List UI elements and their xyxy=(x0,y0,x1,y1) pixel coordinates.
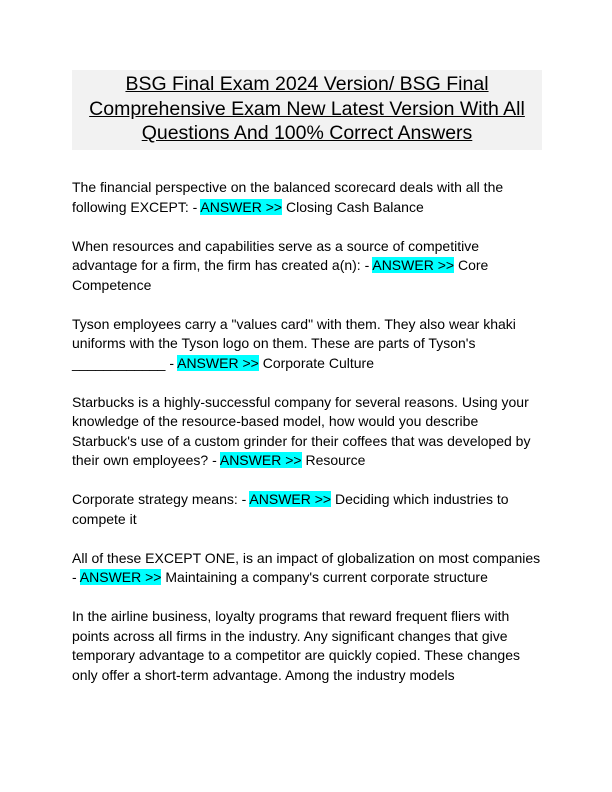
answer-marker: ANSWER >> xyxy=(79,569,162,585)
document-title: BSG Final Exam 2024 Version/ BSG Final Comprehensive Exam New Latest Version With All Questions And 100% Correct Answers xyxy=(72,70,542,150)
qa-item xyxy=(72,315,542,374)
trailing-paragraph: In the airline business, loyalty programs that reward frequent fliers with points across all firms in the industry. Any significant changes that give temporary advantage to a competitor are quickly copied. These changes only offer a short-term advantage. Among the industry models xyxy=(72,608,520,683)
answer-marker: ANSWER >> xyxy=(372,257,455,273)
answer-text: Maintaining a company's current corporate structure xyxy=(161,569,488,585)
answer-marker: ANSWER >> xyxy=(219,452,302,468)
question-text: Tyson employees carry a "values card" with them. They also wear khaki uniforms with the Tyson logo on them. These are parts of Tyson's ____________ - xyxy=(72,315,516,371)
answer-text: Corporate Culture xyxy=(258,354,374,371)
qa-item xyxy=(72,237,542,296)
qa-item xyxy=(72,490,542,529)
answer-text: Deciding which industries to compete it xyxy=(72,491,509,527)
question-text: The financial perspective on the balanced scorecard deals with all the following EXCEPT: - xyxy=(72,179,504,215)
answer-marker: ANSWER >> xyxy=(177,354,259,371)
qa-item xyxy=(72,549,542,588)
answer-text: Closing Cash Balance xyxy=(282,198,424,215)
question-text: Starbucks is a highly-successful company for several reasons. Using your knowledge of the resource-based model, how would you describe Starbuck's use of a custom grinder for their coffees that was developed by their own employees? - xyxy=(72,393,531,468)
question-text: When resources and capabilities serve as a source of competitive advantage for a firm, the firm has created a(n): - xyxy=(72,237,479,273)
question-text: Corporate strategy means: - xyxy=(72,491,250,507)
answer-marker: ANSWER >> xyxy=(249,491,332,507)
answer-marker: ANSWER >> xyxy=(200,198,283,215)
answer-text: Resource xyxy=(301,452,366,468)
answer-text: Core Competence xyxy=(72,257,489,293)
qa-item xyxy=(72,178,542,217)
qa-item xyxy=(72,393,542,471)
question-text: All of these EXCEPT ONE, is an impact of globalization on most companies - xyxy=(72,549,541,585)
qa-list xyxy=(72,178,542,705)
